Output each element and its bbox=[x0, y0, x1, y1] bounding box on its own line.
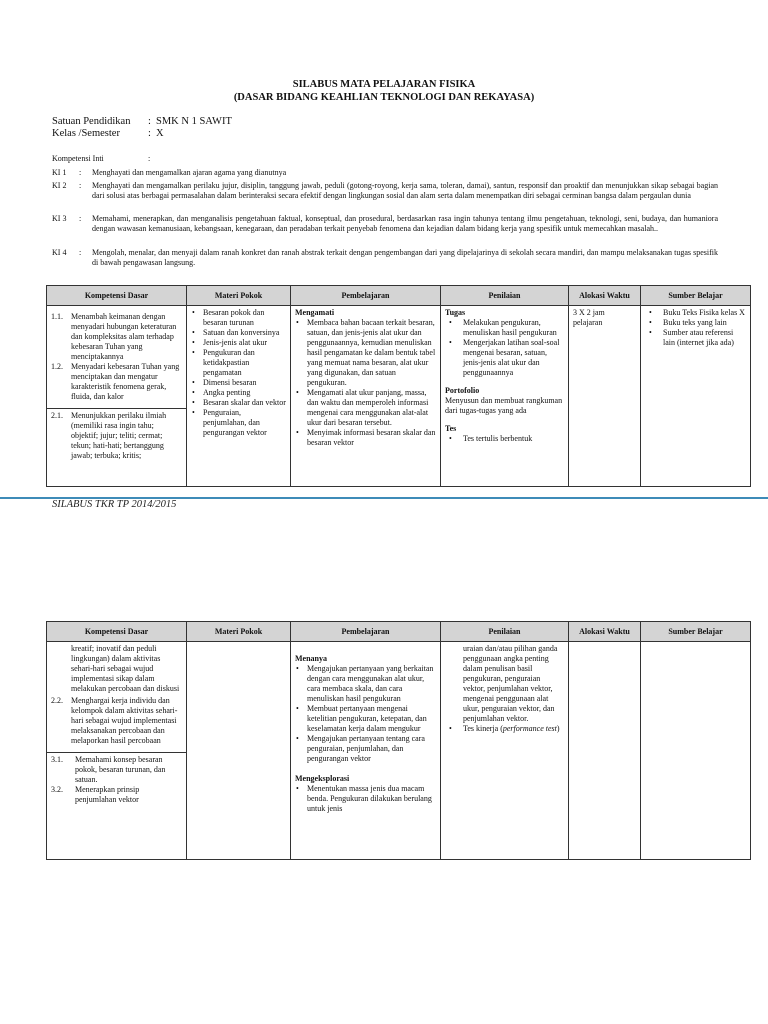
list-item: • Menentukan massa jenis dua macam benda. Pengukuran dilakukan berulang untuk jenis bbox=[305, 784, 436, 814]
header-materi-pokok: Materi Pokok bbox=[187, 286, 291, 306]
list-item: • Buku Teks Fisika kelas X bbox=[663, 308, 746, 318]
kd-item bbox=[51, 785, 182, 805]
ki-code: KI 2 bbox=[52, 181, 67, 190]
kd-text: Menghargai kerja individu dan kelompok dalam aktivitas sehari-hari sebagai wujud implementasi melaksanakan percobaan dan melaporkan hasil percobaan bbox=[71, 696, 178, 745]
ki-code: KI 3 bbox=[52, 214, 67, 223]
list-item bbox=[463, 724, 564, 734]
kd-item bbox=[51, 755, 182, 785]
table-header-row bbox=[47, 286, 751, 306]
header-penilaian: Penilaian bbox=[441, 622, 569, 642]
kd-group-3 bbox=[47, 752, 186, 805]
pembelajaran-heading: Mengamati bbox=[295, 308, 335, 317]
cell-alokasi-waktu: 3 X 2 jam pelajaran bbox=[569, 306, 641, 487]
kd-text: Menambah keimanan dengan menyadari hubungan keteraturan dan kompleksitas alam terhadap kebesaran Tuhan yang menciptakannya bbox=[71, 312, 177, 361]
cell-materi-pokok bbox=[187, 306, 291, 487]
penilaian-portofolio-text: Menyusun dan membuat rangkuman dari tugas-tugas yang ada bbox=[445, 396, 563, 415]
cell-pembelajaran bbox=[291, 642, 441, 860]
ki-code: KI 1 bbox=[52, 168, 67, 177]
satuan-label: Satuan Pendidikan bbox=[52, 116, 131, 127]
ki-text: Memahami, menerapkan, dan menganalisis pengetahuan faktual, konseptual, dan prosedural, berdasarkan rasa ingin tahunya tentang ilmu pengetahuan, teknologi, seni, budaya, dan humaniora dengan wawasan kemanusiaan, kebangsaan, kenegaraan, dan peradaban terkait penyebab fenomena dan kejadian dalam bidang kerja yang spesifik untuk memecahkan masalah.. bbox=[92, 214, 718, 233]
header-penilaian: Penilaian bbox=[441, 286, 569, 306]
page-1 bbox=[0, 0, 768, 496]
header-kompetensi-dasar: Kompetensi Dasar bbox=[47, 286, 187, 306]
kinerja-label: Tes kinerja ( bbox=[463, 724, 503, 733]
kinerja-end: ) bbox=[556, 724, 560, 733]
cell-kompetensi-dasar bbox=[47, 642, 187, 860]
cell-sumber-belajar bbox=[641, 306, 751, 487]
ki-text: Menghayati dan mengamalkan ajaran agama yang dianutnya bbox=[92, 168, 287, 177]
mengeksplorasi-list bbox=[295, 784, 436, 814]
ki-colon: : bbox=[79, 181, 82, 190]
header-pembelajaran: Pembelajaran bbox=[291, 622, 441, 642]
kd-text: Memahami konsep besaran pokok, besaran turunan, dan satuan. bbox=[75, 755, 166, 784]
syllabus-table-continued bbox=[46, 621, 751, 860]
header-sumber-belajar: Sumber Belajar bbox=[641, 622, 751, 642]
table-header-row bbox=[47, 622, 751, 642]
table-row bbox=[47, 642, 751, 860]
kelas-label: Kelas /Semester bbox=[52, 128, 120, 139]
penilaian-tugas-list bbox=[445, 318, 564, 378]
document-title: SILABUS MATA PELAJARAN FISIKA bbox=[292, 79, 476, 90]
penilaian-tes-list bbox=[445, 434, 564, 444]
cell-pembelajaran bbox=[291, 306, 441, 487]
list-item: • Menyimak informasi besaran skalar dan besaran vektor bbox=[305, 428, 436, 448]
header-pembelajaran: Pembelajaran bbox=[291, 286, 441, 306]
list-item: • Satuan dan konversinya bbox=[201, 328, 286, 338]
penilaian-kinerja-list bbox=[445, 724, 564, 734]
kd-continued-text: kreatif; inovatif dan peduli lingkungan) dalam aktivitas sehari-hari sebagai wujud implementasi sikap dalam melakukan percobaan dan diskusi bbox=[71, 644, 180, 693]
kd-text: Menerapkan prinsip penjumlahan vektor bbox=[75, 785, 140, 804]
document-subtitle: (DASAR BIDANG KEAHLIAN TEKNOLOGI DAN REKAYASA) bbox=[233, 92, 535, 103]
kd-item bbox=[51, 696, 182, 746]
ki-heading-colon: : bbox=[148, 154, 151, 163]
cell-kompetensi-dasar bbox=[47, 306, 187, 487]
ki-text: Mengolah, menalar, dan menyaji dalam ranah konkret dan ranah abstrak terkait dengan pengembangan dari yang dipelajarinya di sekolah secara mandiri, dan mampu melaksanakan tugas spesifik di bawah pengawasan langsung. bbox=[92, 248, 718, 267]
list-item: • Sumber atau referensi lain (internet jika ada) bbox=[663, 328, 746, 348]
kd-num: 2.2. bbox=[51, 696, 63, 705]
ki-colon: : bbox=[79, 214, 82, 223]
ki-text: Menghayati dan mengamalkan perilaku jujur, disiplin, tanggung jawab, peduli (gotong-royong, kerja sama, toleran, damai), santun, responsif dan proaktif dan menunjukkan sikap sebagai bagian dari solusi atas berbagai permasalahan dalam berinteraksi secara efektif dengan lingkungan sosial dan alam serta dalam menempatkan diri sebagai cerminan bangsa dalam pergaulan dunia bbox=[92, 181, 718, 200]
penilaian-tes-heading: Tes bbox=[445, 424, 457, 433]
satuan-colon: : bbox=[148, 116, 151, 127]
list-item: • Besaran pokok dan besaran turunan bbox=[201, 308, 286, 328]
list-item: • Mengerjakan latihan soal-soal mengenai besaran, satuan, jenis-jenis alat ukur dan penggunaannya bbox=[463, 338, 564, 378]
kd-item bbox=[51, 362, 182, 402]
header-sumber-belajar: Sumber Belajar bbox=[641, 286, 751, 306]
list-item: • Dimensi besaran bbox=[201, 378, 286, 388]
page-2 bbox=[0, 508, 768, 1024]
satuan-row bbox=[52, 116, 232, 128]
kelas-value: X bbox=[156, 128, 164, 139]
kd-num: 3.2. bbox=[51, 785, 63, 794]
penilaian-continued-text: uraian dan/atau pilihan ganda penggunaan angka penting dalam penulisan basil pengukuran, penguraian vektor, penjumlahan vektor, mengenai penggunaan alat ukur, penguraian vektor, dan penjumlahan vektor. bbox=[463, 644, 558, 723]
cell-alokasi-waktu bbox=[569, 642, 641, 860]
ki-heading bbox=[52, 154, 151, 164]
cell-penilaian bbox=[441, 306, 569, 487]
kinerja-italic: performance test bbox=[502, 724, 557, 733]
penilaian-portofolio-heading: Portofolio bbox=[445, 386, 480, 395]
page-footer: SILABUS TKR TP 2014/2015 bbox=[52, 499, 177, 510]
header-materi-pokok: Materi Pokok bbox=[187, 622, 291, 642]
syllabus-table bbox=[46, 285, 751, 487]
ki-heading-label: Kompetensi Inti bbox=[52, 154, 104, 163]
menanya-heading: Menanya bbox=[295, 654, 327, 663]
kd-num: 1.1. bbox=[51, 312, 63, 321]
list-item: • Mengamati alat ukur panjang, massa, dan waktu dan memperoleh informasi mengenai cara menggunakan alat-alat ukur dari besaran tersebut. bbox=[305, 388, 436, 428]
kd-text: Menyadari kebesaran Tuhan yang menciptakan dan mengatur karakteristik fenomena gerak, fluida, dan kalor bbox=[71, 362, 180, 401]
ki-code: KI 4 bbox=[52, 248, 67, 257]
sumber-list bbox=[645, 308, 746, 348]
header-alokasi-waktu: Alokasi Waktu bbox=[569, 622, 641, 642]
mengeksplorasi-heading: Mengeksplorasi bbox=[295, 774, 350, 783]
list-item: • Tes tertulis berbentuk bbox=[463, 434, 564, 444]
kd-num: 1.2. bbox=[51, 362, 63, 371]
header-alokasi-waktu: Alokasi Waktu bbox=[569, 286, 641, 306]
table-row bbox=[47, 306, 751, 487]
kd-item bbox=[51, 308, 182, 362]
list-item: • Mengajukan pertanyaan tentang cara penguraian, penjumlahan, dan pengurangan vektor bbox=[305, 734, 436, 764]
kelas-row bbox=[52, 128, 164, 140]
list-item: • Jenis-jenis alat ukur bbox=[201, 338, 286, 348]
list-item: • Membuat pertanyaan mengenai ketelitian pengukuran, ketepatan, dan keselamatan kerja dalam mengukur bbox=[305, 704, 436, 734]
kd-num: 2.1. bbox=[51, 411, 63, 420]
ki-colon: : bbox=[79, 248, 82, 257]
list-item: • Melakukan pengukuran, menuliskan hasil pengukuran bbox=[463, 318, 564, 338]
cell-materi-pokok bbox=[187, 642, 291, 860]
list-item: • Buku teks yang lain bbox=[663, 318, 746, 328]
list-item: • Mengajukan pertanyaan yang berkaitan dengan cara menggunakan alat ukur, cara membaca skala, dan cara menuliskan hasil pengukuran bbox=[305, 664, 436, 704]
kd-item bbox=[47, 408, 186, 461]
cell-sumber-belajar bbox=[641, 642, 751, 860]
kd-num: 3.1. bbox=[51, 755, 63, 764]
kd-text: Menunjukkan perilaku ilmiah (memiliki rasa ingin tahu; objektif; jujur; teliti; cermat; tekun; hati-hati; bertanggung jawab; terbuka; kritis; bbox=[71, 411, 167, 460]
list-item: • Angka penting bbox=[201, 388, 286, 398]
list-item: • Pengukuran dan ketidakpastian pengamatan bbox=[201, 348, 286, 378]
list-item: • Besaran skalar dan vektor bbox=[201, 398, 286, 408]
pembelajaran-list bbox=[295, 318, 436, 448]
header-kompetensi-dasar: Kompetensi Dasar bbox=[47, 622, 187, 642]
list-item: • Penguraian, penjumlahan, dan pengurangan vektor bbox=[201, 408, 286, 438]
materi-list bbox=[191, 308, 286, 438]
menanya-list bbox=[295, 664, 436, 764]
penilaian-tugas-heading: Tugas bbox=[445, 308, 466, 317]
satuan-value: SMK N 1 SAWIT bbox=[156, 116, 232, 127]
ki-colon: : bbox=[79, 168, 82, 177]
cell-penilaian bbox=[441, 642, 569, 860]
kelas-colon: : bbox=[148, 128, 151, 139]
list-item: • Membaca bahan bacaan terkait besaran, satuan, dan jenis-jenis alat ukur dan penggunaannya, kemudian menuliskan hasil pengamatan ke dalam bentuk tabel yang memuat nama besaran, alat ukur yang digunakan, dan satuan pengukuran. bbox=[305, 318, 436, 388]
